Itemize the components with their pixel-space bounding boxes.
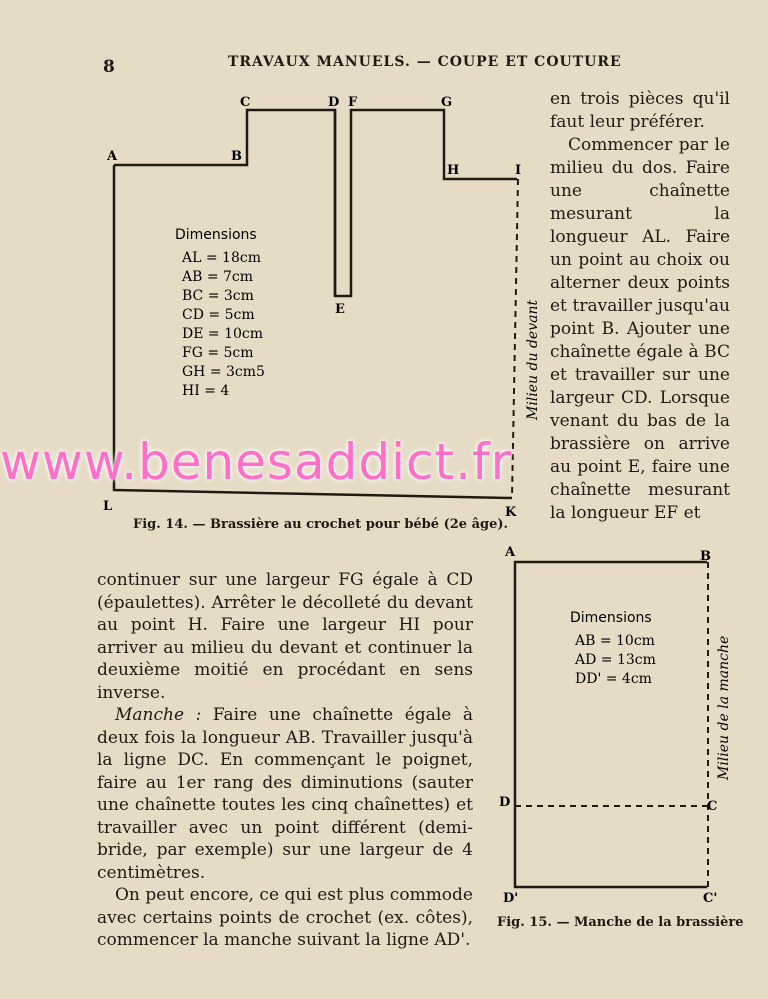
- fig14-center-front-line: [512, 179, 518, 498]
- fig14-point-K: K: [505, 505, 517, 520]
- fig15-dim-AD: AD = 13cm: [575, 652, 656, 668]
- fig15-dim-AB: AB = 10cm: [575, 633, 655, 649]
- fig14-point-D: D: [328, 95, 340, 110]
- fig14-point-E: E: [335, 302, 345, 317]
- fig15-point-A: A: [505, 545, 516, 560]
- fig14-point-I: I: [515, 163, 522, 178]
- fig14-point-A: A: [107, 149, 118, 164]
- fig14-point-H: H: [447, 163, 460, 178]
- fig15-dimensions-title: Dimensions: [570, 610, 652, 626]
- running-header: TRAVAUX MANUELS. — COUPE ET COUTURE: [228, 54, 622, 70]
- fig15-caption: Fig. 15. — Manche de la brassière: [497, 915, 744, 930]
- fig15-point-B: B: [700, 549, 711, 564]
- fig14-dim-CD: CD = 5cm: [182, 307, 255, 323]
- fig14-point-B: B: [231, 149, 242, 164]
- fig14-dim-AB: AB = 7cm: [182, 269, 254, 285]
- right-column-text: [550, 88, 730, 525]
- fig15-dim-DDp: DD' = 4cm: [575, 671, 652, 687]
- fig15-point-C: C: [707, 799, 718, 814]
- fig14-dim-BC: BC = 3cm: [182, 288, 254, 304]
- paragraph: On peut encore, ce qui est plus commode avec certains points de crochet (ex. côtes), commencer la manche suivant la ligne AD'.: [97, 885, 473, 950]
- fig14-side-label: Milieu du devant: [525, 299, 541, 420]
- fig14-caption: Fig. 14. — Brassière au crochet pour bébé (2e âge).: [133, 517, 509, 532]
- fig14-point-L: L: [103, 499, 113, 514]
- paragraph: en trois pièces qu'il faut leur préférer.: [550, 89, 730, 132]
- figure-15-sleeve: [495, 540, 735, 910]
- watermark: www.benesaddict.fr: [0, 433, 513, 491]
- fig14-dimensions-title: Dimensions: [175, 227, 257, 243]
- fig14-point-C: C: [240, 95, 251, 110]
- fig14-dim-AL: AL = 18cm: [182, 250, 261, 266]
- paragraph: [97, 704, 473, 884]
- fig14-point-F: F: [348, 95, 358, 110]
- fig14-outline: [114, 110, 517, 296]
- paragraph: Commencer par le milieu du dos. Faire une chaînette mesurant la longueur AL. Faire un point au choix ou alterner deux points et travailler jusqu'au point B. Ajouter une chaînette égale à BC et travailler sur une largeur CD. Lorsque venant du bas de la brassière on arrive au point E, faire une chaînette mesurant la longueur EF et: [550, 135, 730, 523]
- fig15-side-label: Milieu de la manche: [716, 635, 732, 780]
- paragraph: continuer sur une largeur FG égale à CD (épaulettes). Arrêter le décolleté du devant au point H. Faire une largeur HI pour arriver au milieu du devant et continuer la deuxième moitié en procédant en sens inverse.: [97, 570, 473, 703]
- fig15-point-Dp: D': [503, 891, 519, 906]
- fig15-point-Cp: C': [703, 891, 718, 906]
- fig14-dim-GH: GH = 3cm5: [182, 364, 265, 380]
- bottom-column-text: [97, 569, 473, 952]
- fig14-dim-DE: DE = 10cm: [182, 326, 264, 342]
- manche-text: Faire une chaînette égale à deux fois la longueur AB. Travailler jusqu'à la ligne DC. En commençant le poignet, faire au 1er rang des diminutions (sauter une chaînette toutes les cinq chaînettes) et travailler avec un point différent (demi-bride, par exemple) sur une largeur de 4 centimètres.: [97, 705, 474, 883]
- fig15-point-D: D: [499, 795, 511, 810]
- fig14-point-G: G: [441, 95, 453, 110]
- fig14-dim-HI: HI = 4: [182, 383, 230, 399]
- fig14-dim-FG: FG = 5cm: [182, 345, 254, 361]
- page-number: 8: [103, 57, 115, 77]
- manche-label: Manche :: [115, 705, 202, 725]
